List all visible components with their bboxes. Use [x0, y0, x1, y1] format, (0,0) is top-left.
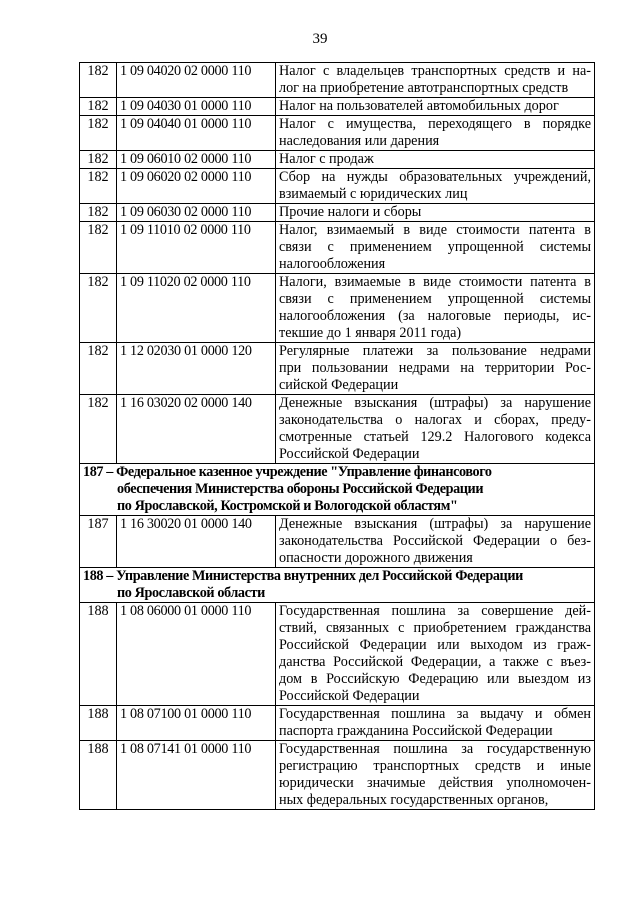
admin-code-cell: 182 [80, 151, 117, 169]
table-row [80, 116, 595, 151]
revenue-name-line: Прочие налоги и сборы [279, 204, 422, 220]
revenue-name-line: связи с применением упрощенной системы [279, 291, 591, 307]
budget-code-cell: 1 12 02030 01 0000 120 [117, 343, 276, 395]
admin-code-cell: 188 [80, 603, 117, 706]
revenue-name-line: лог на приобретение автотранспортных средств [279, 80, 569, 96]
revenue-name-line: Налог на пользователей автомобильных дорог [279, 98, 559, 114]
revenue-name-line: паспорта гражданина Российской Федерации [279, 723, 553, 739]
budget-code-cell: 1 08 07141 01 0000 110 [117, 741, 276, 810]
group-header-row [80, 464, 595, 516]
revenue-name-line: налогообложения (за налоговые периоды, ис- [279, 308, 591, 324]
group-header-row [80, 568, 595, 603]
budget-code-cell: 1 09 11020 02 0000 110 [117, 274, 276, 343]
revenue-name-line: Денежные взыскания (штрафы) за нарушение [279, 516, 591, 532]
revenue-name-cell [276, 395, 595, 464]
budget-code-cell: 1 09 11010 02 0000 110 [117, 222, 276, 274]
revenue-name-line: налогообложения [279, 256, 386, 272]
budget-code-cell: 1 09 06020 02 0000 110 [117, 169, 276, 204]
page-number: 39 [312, 31, 328, 47]
budget-code-cell: 1 09 06030 02 0000 110 [117, 204, 276, 222]
table-row [80, 706, 595, 741]
revenue-name-cell [276, 274, 595, 343]
revenue-name-line: законодательства о налогах и сборах, преду- [279, 412, 591, 428]
table-row [80, 204, 595, 222]
revenue-name-line: ствий, связанных с приобретением гражданства [279, 620, 591, 636]
table-row [80, 741, 595, 810]
admin-code-cell: 182 [80, 169, 117, 204]
revenue-name-line: опасности дорожного движения [279, 550, 473, 566]
revenue-name-line: Российской Федерации или выходом из граж- [279, 637, 591, 653]
budget-code-cell: 1 16 03020 02 0000 140 [117, 395, 276, 464]
admin-code-cell: 182 [80, 274, 117, 343]
budget-code-cell: 1 16 30020 01 0000 140 [117, 516, 276, 568]
revenue-name-line: Налог, взимаемый в виде стоимости патента в [279, 222, 591, 238]
revenue-name-cell [276, 741, 595, 810]
revenue-name-line: Денежные взыскания (штрафы) за нарушение [279, 395, 591, 411]
revenue-name-line: Российской Федерации [279, 688, 420, 704]
table-row [80, 274, 595, 343]
revenue-codes-table [79, 62, 595, 810]
revenue-name-line: взимаемый с юридических лиц [279, 186, 468, 202]
revenue-name-line: ных федеральных государственных органов, [279, 792, 549, 808]
group-header-line: по Ярославской, Костромской и Вологодской областям" [117, 498, 458, 514]
revenue-name-cell [276, 343, 595, 395]
revenue-name-line: текшие до 1 января 2011 года) [279, 325, 462, 341]
revenue-name-cell [276, 116, 595, 151]
revenue-name-line: законодательства Российской Федерации о без- [279, 533, 591, 549]
revenue-name-cell [276, 63, 595, 98]
revenue-name-line: Государственная пошлина за государственную [279, 741, 591, 757]
admin-code-cell: 188 [80, 741, 117, 810]
table-row [80, 343, 595, 395]
group-header-line: обеспечения Министерства обороны Российской Федерации [117, 481, 484, 497]
admin-code-cell: 182 [80, 204, 117, 222]
revenue-name-line: Российской Федерации [279, 446, 420, 462]
revenue-name-line: Государственная пошлина за совершение дей- [279, 603, 591, 619]
revenue-name-cell [276, 706, 595, 741]
revenue-name-line: Налог с владельцев транспортных средств и на- [279, 63, 591, 79]
revenue-name-cell [276, 222, 595, 274]
revenue-name-line: регистрацию транспортных средств и иные [279, 758, 591, 774]
revenue-name-line: Налог с имущества, переходящего в порядке [279, 116, 591, 132]
budget-code-cell: 1 09 04040 01 0000 110 [117, 116, 276, 151]
revenue-name-line: наследования или дарения [279, 133, 440, 149]
revenue-name-line: Налоги, взимаемые в виде стоимости патента в [279, 274, 591, 290]
revenue-name-line: Регулярные платежи за пользование недрами [279, 343, 591, 359]
admin-code-cell: 188 [80, 706, 117, 741]
revenue-name-cell [276, 603, 595, 706]
admin-code-cell: 187 [80, 516, 117, 568]
revenue-name-cell [276, 98, 595, 116]
revenue-name-line: сийской Федерации [279, 377, 399, 393]
revenue-name-cell [276, 151, 595, 169]
group-header [80, 568, 595, 603]
group-header-line: 187 – Федеральное казенное учреждение "Управление финансового [83, 464, 492, 480]
group-header [80, 464, 595, 516]
budget-code-cell: 1 08 06000 01 0000 110 [117, 603, 276, 706]
revenue-name-line: дом в Российскую Федерацию или выездом из [279, 671, 591, 687]
revenue-name-line: юридически значимые действия уполномочен- [279, 775, 591, 791]
budget-code-cell: 1 09 04020 02 0000 110 [117, 63, 276, 98]
revenue-name-cell [276, 516, 595, 568]
revenue-name-line: при пользовании недрами на территории Рос- [279, 360, 591, 376]
revenue-name-cell [276, 169, 595, 204]
table-row [80, 516, 595, 568]
revenue-name-cell [276, 204, 595, 222]
table-row [80, 169, 595, 204]
revenue-name-line: смотренные статьей 129.2 Налогового кодекса [279, 429, 591, 445]
admin-code-cell: 182 [80, 116, 117, 151]
budget-code-cell: 1 09 06010 02 0000 110 [117, 151, 276, 169]
revenue-name-line: данства Российской Федерации, а также с въез- [279, 654, 591, 670]
group-header-line: 188 – Управление Министерства внутренних дел Российской Федерации [83, 568, 523, 584]
table-row [80, 603, 595, 706]
admin-code-cell: 182 [80, 98, 117, 116]
revenue-name-line: связи с применением упрощенной системы [279, 239, 591, 255]
table-row [80, 63, 595, 98]
revenue-name-line: Государственная пошлина за выдачу и обмен [279, 706, 591, 722]
admin-code-cell: 182 [80, 63, 117, 98]
table-row [80, 222, 595, 274]
table-row [80, 98, 595, 116]
group-header-line: по Ярославской области [117, 585, 265, 601]
table-row [80, 395, 595, 464]
admin-code-cell: 182 [80, 395, 117, 464]
budget-code-cell: 1 09 04030 01 0000 110 [117, 98, 276, 116]
admin-code-cell: 182 [80, 222, 117, 274]
budget-code-cell: 1 08 07100 01 0000 110 [117, 706, 276, 741]
revenue-name-line: Налог с продаж [279, 151, 374, 167]
revenue-name-line: Сбор на нужды образовательных учреждений, [279, 169, 591, 185]
table-row [80, 151, 595, 169]
admin-code-cell: 182 [80, 343, 117, 395]
